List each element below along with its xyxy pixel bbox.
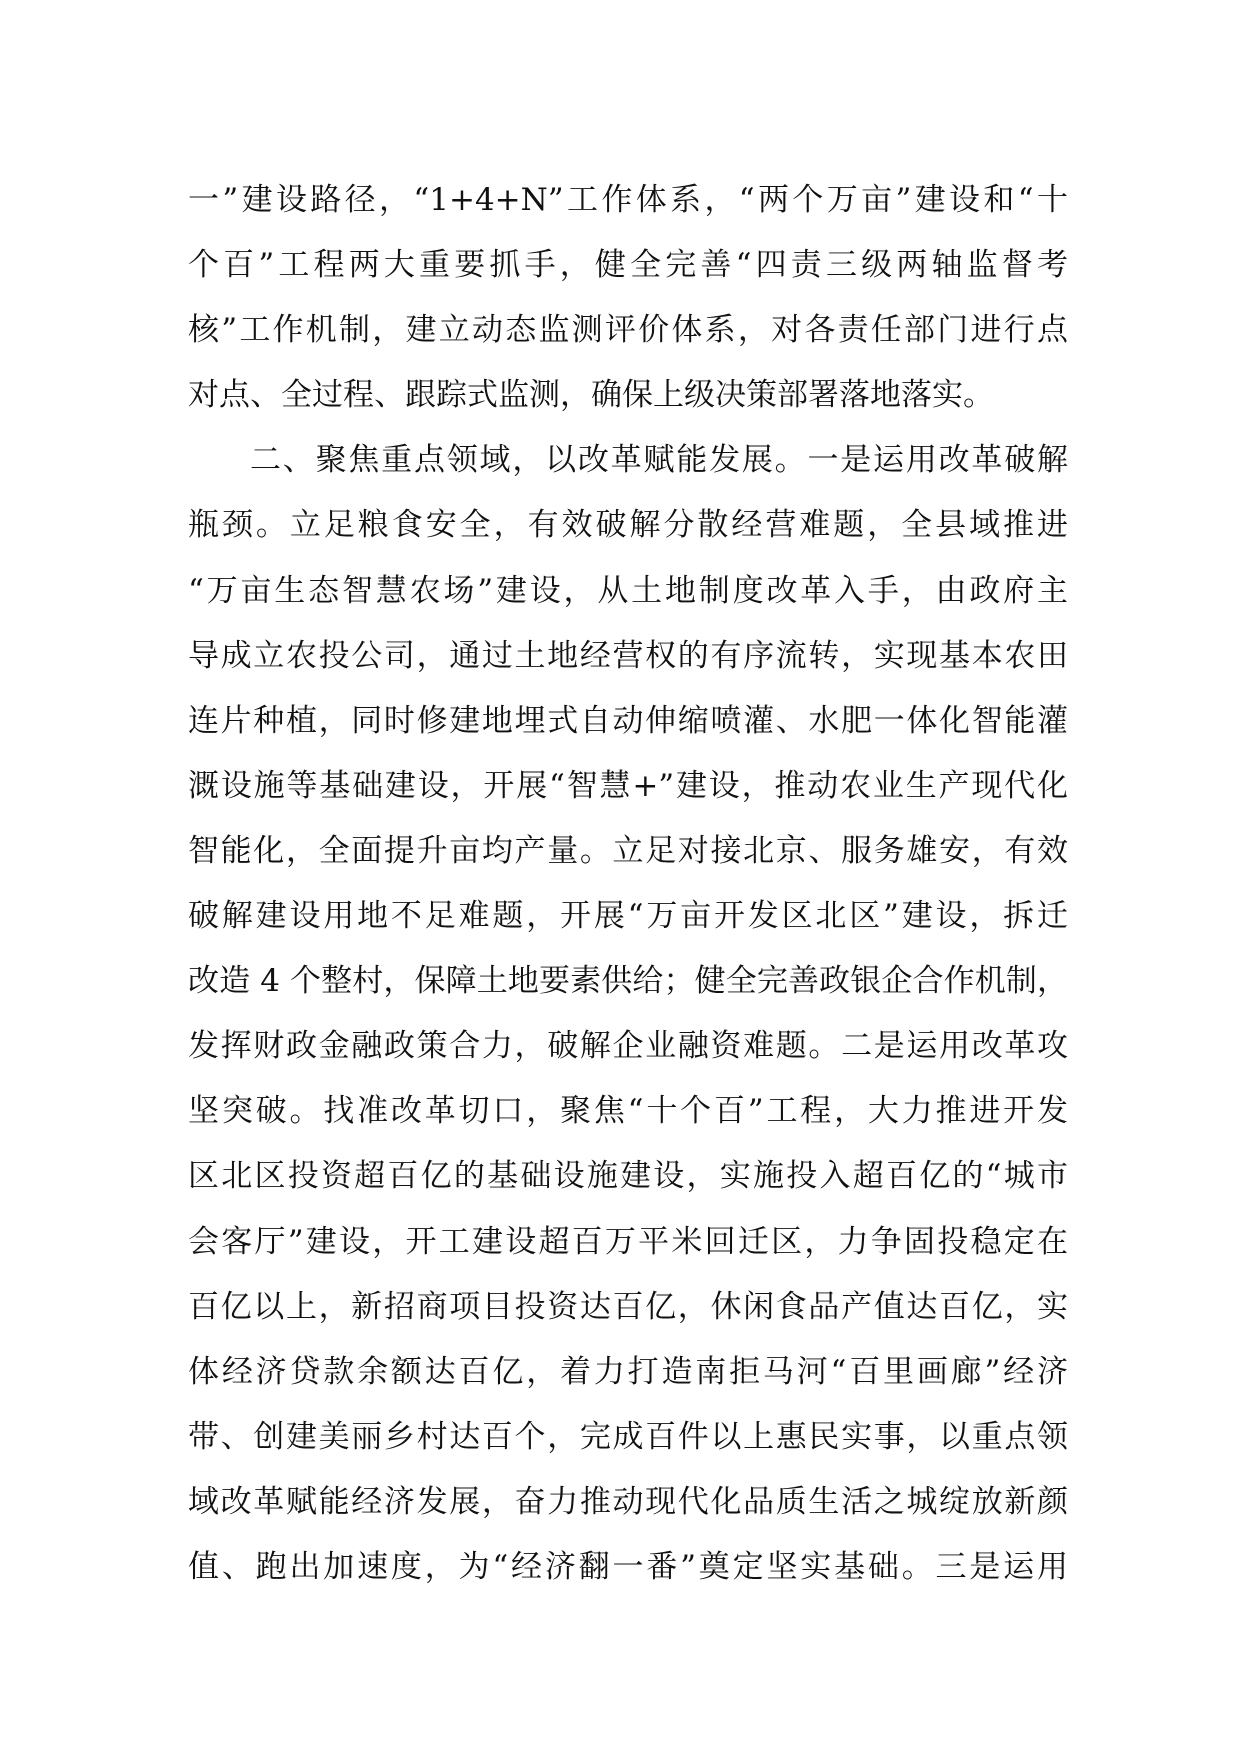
- text-line: 核”工作机制，建立动态监测评价体系，对各责任部门进行点: [188, 312, 1068, 349]
- text-line: 会客厅”建设，开工建设超百万平米回迁区，力争固投稳定在: [188, 1223, 1068, 1260]
- body-text: [188, 168, 1068, 1600]
- text-line: 改造 4 个整村，保障土地要素供给；健全完善政银企合作机制，: [188, 963, 1068, 1000]
- text-line: 坚突破。找准改革切口，聚焦“十个百”工程，大力推进开发: [188, 1093, 1068, 1130]
- text-line: 域改革赋能经济发展，奋力推动现代化品质生活之城绽放新颜: [188, 1483, 1068, 1520]
- text-line: 发挥财政金融政策合力，破解企业融资难题。二是运用改革攻: [188, 1028, 1068, 1065]
- text-line: 值、跑出加速度，为“经济翻一番”奠定坚实基础。三是运用: [188, 1548, 1068, 1585]
- section-heading-line: 二、聚焦重点领域，以改革赋能发展。一是运用改革破解: [250, 442, 1068, 479]
- text-line: 破解建设用地不足难题，开展“万亩开发区北区”建设，拆迁: [188, 898, 1068, 935]
- text-line: 导成立农投公司，通过土地经营权的有序流转，实现基本农田: [188, 637, 1068, 674]
- text-line: 瓶颈。立足粮食安全，有效破解分散经营难题，全县域推进: [188, 507, 1068, 544]
- text-line: “万亩生态智慧农场”建设，从土地制度改革入手，由政府主: [188, 572, 1068, 609]
- text-line: 对点、全过程、跟踪式监测，确保上级决策部署落地落实。: [188, 377, 994, 414]
- text-line: 连片种植，同时修建地埋式自动伸缩喷灌、水肥一体化智能灌: [188, 702, 1068, 739]
- text-line: 一”建设路径，“1+4+N”工作体系，“两个万亩”建设和“十: [188, 182, 1068, 218]
- text-line: 百亿以上，新招商项目投资达百亿，休闲食品产值达百亿，实: [188, 1288, 1068, 1325]
- text-line: 带、创建美丽乡村达百个，完成百件以上惠民实事，以重点领: [188, 1418, 1068, 1455]
- text-line: 区北区投资超百亿的基础设施建设，实施投入超百亿的“城市: [188, 1158, 1068, 1195]
- text-line: 体经济贷款余额达百亿，着力打造南拒马河“百里画廊”经济: [188, 1353, 1068, 1390]
- text-line: 溉设施等基础建设，开展“智慧+”建设，推动农业生产现代化: [188, 767, 1068, 804]
- text-line: 个百”工程两大重要抓手，健全完善“四责三级两轴监督考: [188, 247, 1068, 284]
- text-line: 智能化，全面提升亩均产量。立足对接北京、服务雄安，有效: [188, 832, 1068, 869]
